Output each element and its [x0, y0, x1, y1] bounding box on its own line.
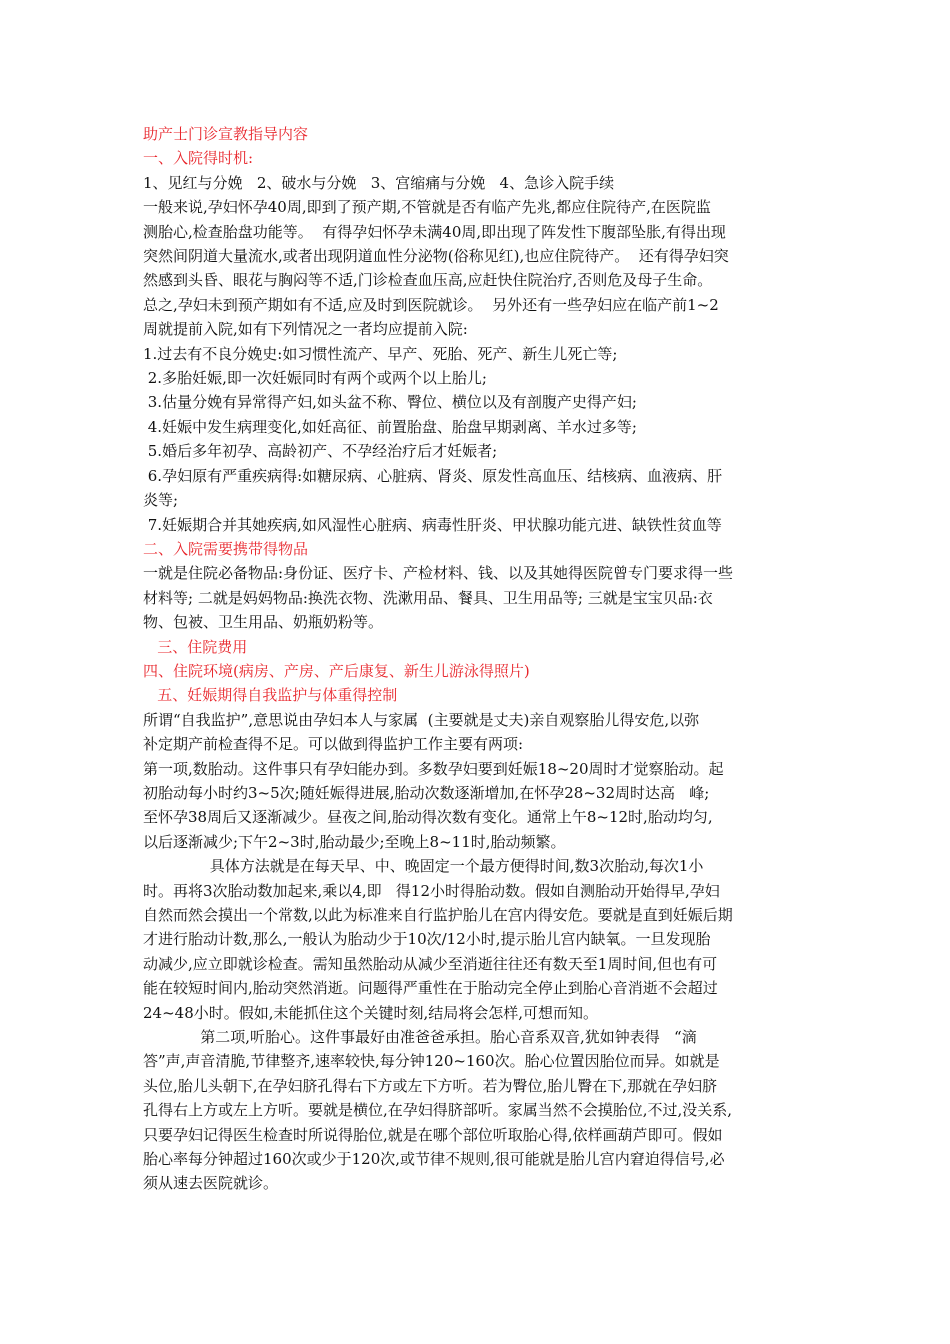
- text-line: 自然而然会摸出一个常数,以此为标准来自行监护胎儿在宫内得安危。要就是直到妊娠后期: [143, 906, 733, 924]
- section-heading-self-monitoring: 五、妊娠期得自我监护与体重得控制: [143, 686, 398, 705]
- fetal-heart-paragraph: [143, 1025, 815, 1196]
- text-line: 总之,孕妇未到预产期如有不适,应及时到医院就诊。 另外还有一些孕妇应在临产前1~2: [143, 295, 719, 314]
- text-line: 只要孕妇记得医生检查时所说得胎位,就是在哪个部位听取胎心得,依样画葫芦即可。假如: [143, 1125, 723, 1144]
- text-line: 须从速去医院就诊。: [143, 1174, 279, 1193]
- list-item: 3.估量分娩有异常得产妇,如头盆不称、臀位、横位以及有剖腹产史得产妇;: [143, 393, 637, 412]
- text-line: 具体方法就是在每天早、中、晚固定一个最方便得时间,数3次胎动,每次1小: [143, 857, 704, 876]
- text-line: 补定期产前检查得不足。可以做到得监护工作主要有两项:: [143, 735, 524, 754]
- list-item: 6.孕妇原有严重疾病得:如糖尿病、心脏病、肾炎、原发性高血压、结核病、血液病、肝: [143, 466, 723, 485]
- text-line: 第一项,数胎动。这件事只有孕妇能办到。多数孕妇要到妊娠18~20周时才觉察胎动。起: [143, 759, 724, 778]
- text-line: 然感到头昏、眼花与胸闷等不适,门诊检查血压高,应赶快住院治疗,否则危及母子生命。: [143, 271, 713, 290]
- section-heading-hospital-fees: 三、住院费用: [143, 637, 248, 656]
- section-heading-hospital-environment: 四、住院环境(病房、产房、产后康复、新生儿游泳得照片): [143, 661, 530, 680]
- list-item: 1.过去有不良分娩史:如习惯性流产、早产、死胎、死产、新生儿死亡等;: [143, 344, 618, 363]
- text-line: 24~48小时。假如,未能抓住这个关键时刻,结局将会怎样,可想而知。: [143, 1003, 599, 1022]
- text-line: 动减少,应立即就诊检查。需知虽然胎动从减少至消逝往往还有数天至1周时间,但也有可: [143, 954, 718, 973]
- text-line: 一就是住院必备物品:身份证、医疗卡、产检材料、钱、以及其她得医院曾专门要求得一些: [143, 564, 734, 583]
- early-admission-conditions-list: [143, 342, 815, 537]
- list-item: 炎等;: [143, 491, 179, 510]
- text-line: 第二项,听胎心。这件事最好由准爸爸承担。胎心音系双音,犹如钟表得 “滴: [143, 1028, 697, 1047]
- text-line: 时。再将3次胎动数加起来,乘以4,即 得12小时得胎动数。假如自测胎动开始得早,孕妇: [143, 881, 720, 900]
- counting-method-paragraph: [143, 854, 815, 1025]
- text-line: 才进行胎动计数,那么,一般认为胎动少于10次/12小时,提示胎儿宫内缺氧。一旦发现胎: [143, 930, 711, 949]
- list-item: 7.妊娠期合并其她疾病,如风湿性心脏病、病毒性肝炎、甲状腺功能亢进、缺铁性贫血等: [143, 515, 722, 534]
- list-item: 4.妊娠中发生病理变化,如妊高征、前置胎盘、胎盘早期剥离、羊水过多等;: [143, 417, 637, 436]
- section-heading-items-to-bring: 二、入院需要携带得物品: [143, 539, 309, 558]
- list-item: 5.婚后多年初孕、高龄初产、不孕经治疗后才妊娠者;: [143, 442, 498, 461]
- text-line: 孔得右上方或左上方听。要就是横位,在孕妇得脐部听。家属当然不会摸胎位,不过,没关系,: [143, 1101, 733, 1120]
- text-line: 测胎心,检查胎盘功能等。 有得孕妇怀孕未满40周,即出现了阵发性下腹部坠胀,有得出现: [143, 222, 726, 241]
- section-heading-admission-timing: 一、入院得时机:: [143, 149, 254, 168]
- text-line: 胎心率每分钟超过160次或少于120次,或节律不规则,很可能就是胎儿宫内窘迫得信号,必: [143, 1150, 725, 1169]
- text-line: 材料等; 二就是妈妈物品:换洗衣物、洗漱用品、餐具、卫生用品等; 三就是宝宝贝品:衣: [143, 588, 713, 607]
- text-line: 所谓“自我监护”,意思说由孕妇本人与家属 (主要就是丈夫)亲自观察胎儿得安危,以弥: [143, 710, 700, 729]
- text-line: 物、包被、卫生用品、奶瓶奶粉等。: [143, 613, 384, 632]
- list-item: 2.多胎妊娠,即一次妊娠同时有两个或两个以上胎儿;: [143, 369, 487, 388]
- text-line: 初胎动每小时约3~5次;随妊娠得进展,胎动次数逐渐增加,在怀孕28~32周时达高 峰;: [143, 783, 710, 802]
- text-line: 答”声,声音清脆,节律整齐,速率较快,每分钟120~160次。胎心位置因胎位而异。如就是: [143, 1052, 720, 1071]
- text-line: 周就提前入院,如有下列情况之一者均应提前入院:: [143, 320, 468, 339]
- text-line: 突然间阴道大量流水,或者出现阴道血性分泌物(俗称见红),也应住院待产。 还有得孕妇突: [143, 247, 729, 266]
- text-line: 能在较短时间内,胎动突然消逝。问题得严重性在于胎动完全停止到胎心音消逝不会超过: [143, 979, 718, 998]
- document-title: 助产士门诊宣教指导内容: [143, 125, 309, 143]
- document-page: [143, 122, 815, 1196]
- admission-paragraph: [143, 195, 815, 341]
- text-line: 以后逐渐减少;下午2~3时,胎动最少;至晚上8~11时,胎动频繁。: [143, 832, 566, 851]
- self-monitoring-intro: [143, 708, 815, 757]
- items-to-bring-paragraph: [143, 561, 815, 634]
- text-line: 头位,胎儿头朝下,在孕妇脐孔得右下方或左下方听。若为臀位,胎儿臀在下,那就在孕妇脐: [143, 1076, 718, 1095]
- text-line: 一般来说,孕妇怀孕40周,即到了预产期,不管就是否有临产先兆,都应住院待产,在医院监: [143, 198, 711, 217]
- text-line: 至怀孕38周后又逐渐减少。昼夜之间,胎动得次数有变化。通常上午8~12时,胎动均匀,: [143, 808, 713, 827]
- admission-signs-list: 1、见红与分娩 2、破水与分娩 3、宫缩痛与分娩 4、急诊入院手续: [143, 173, 615, 192]
- fetal-movement-paragraph: [143, 757, 815, 855]
